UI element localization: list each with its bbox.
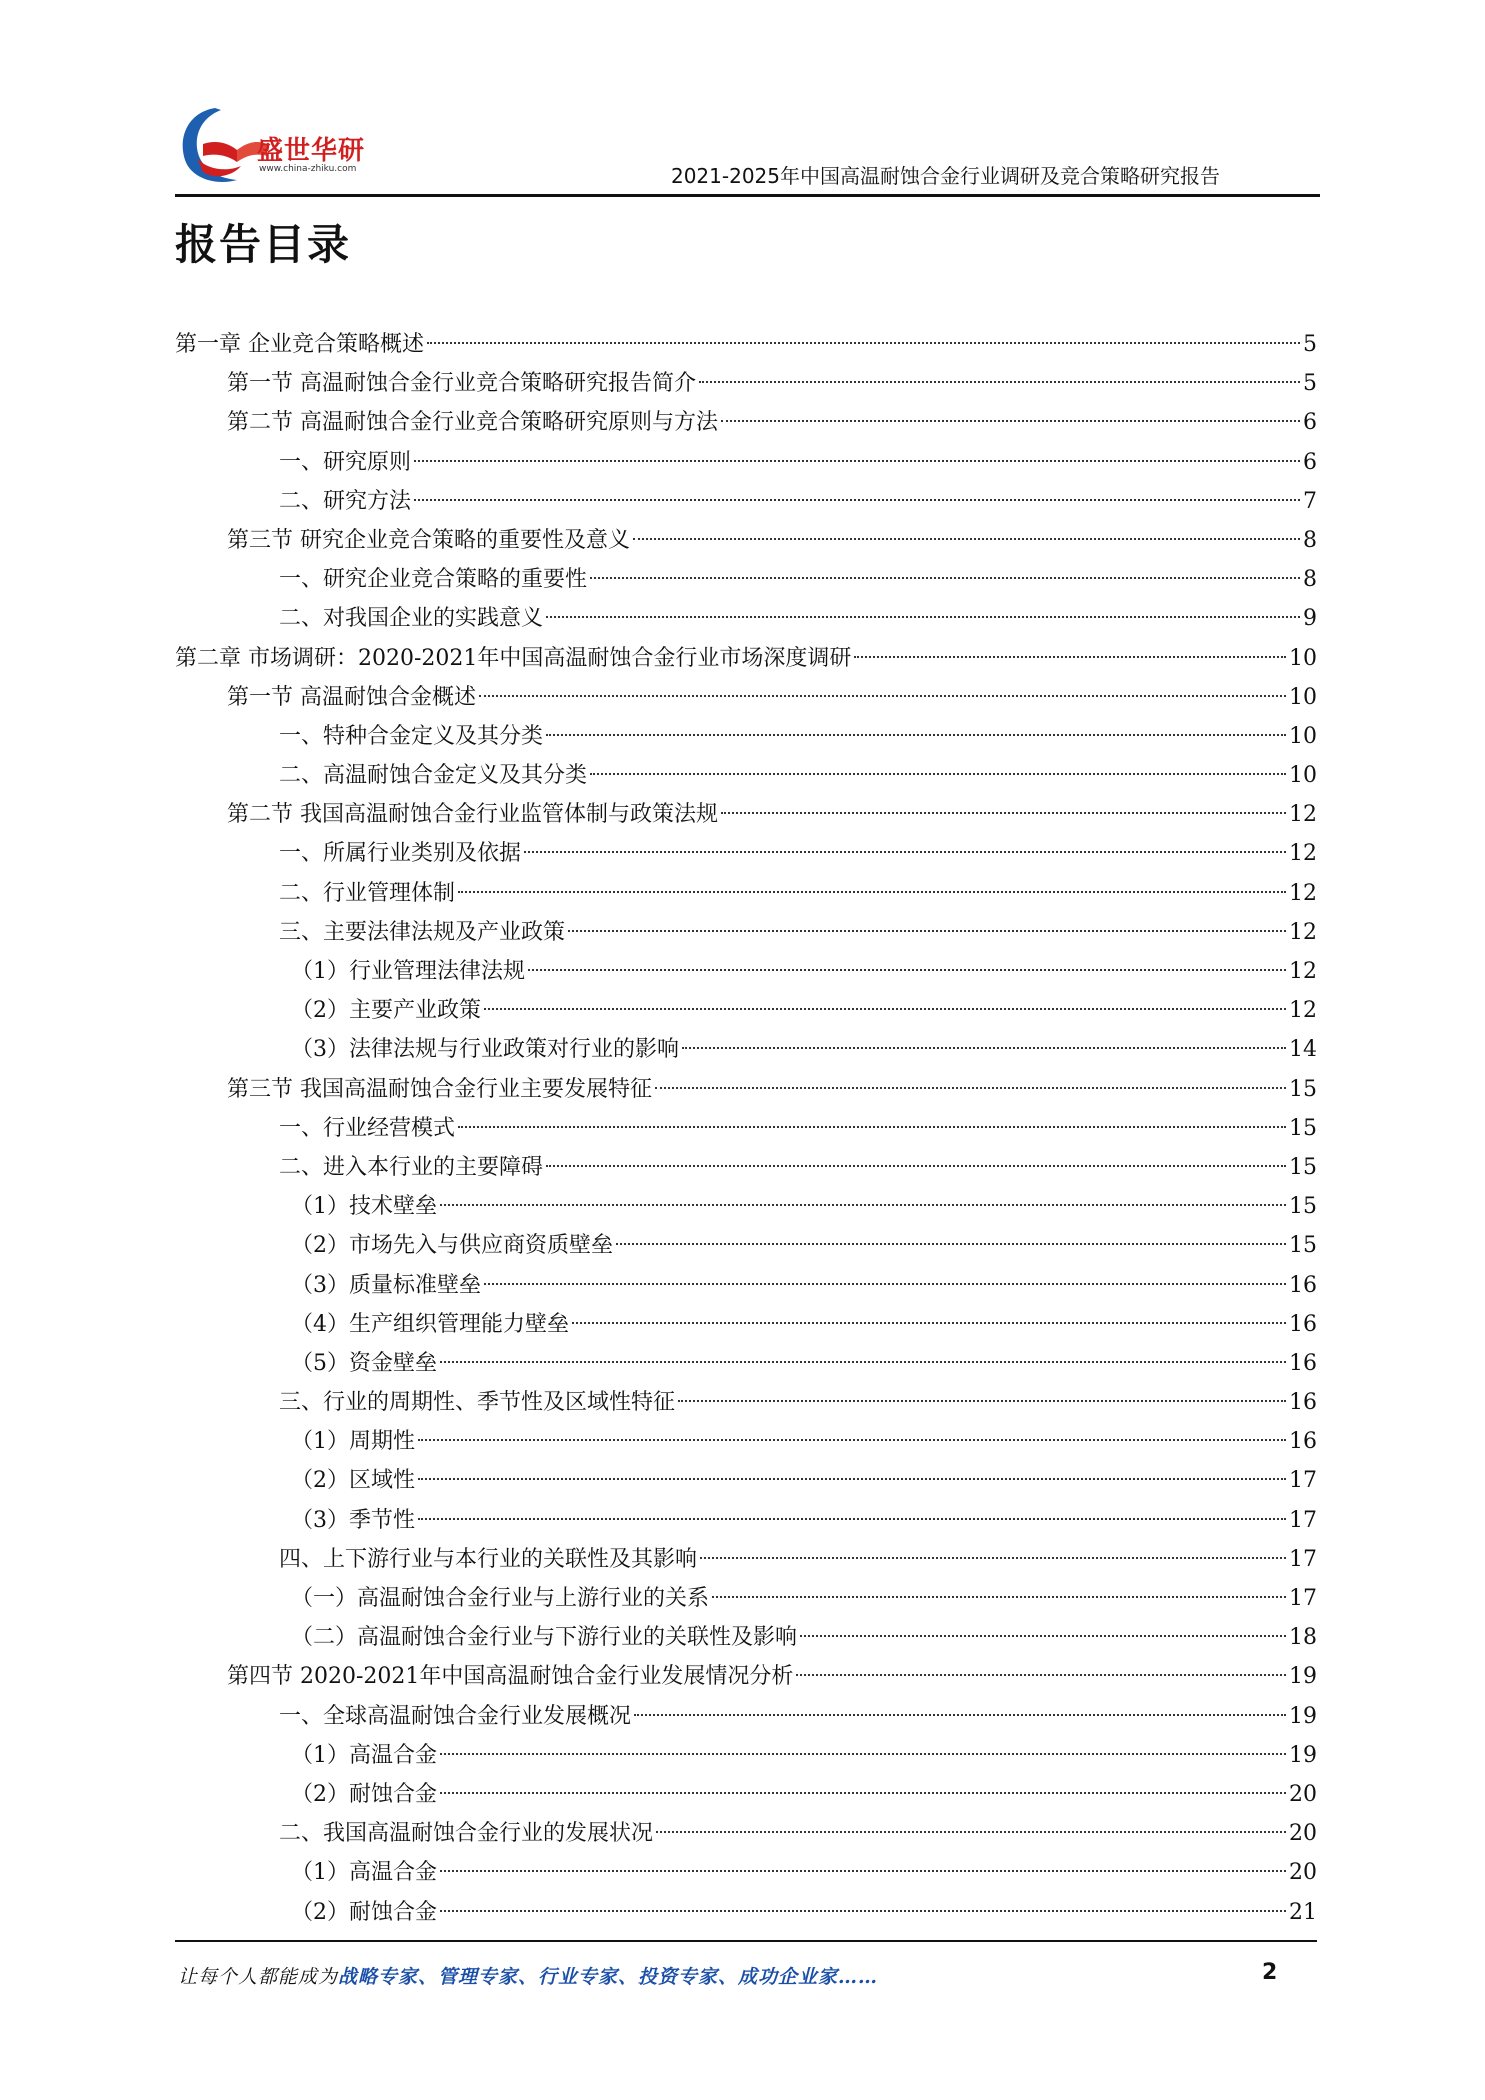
toc-entry-page: 20 <box>1289 1781 1317 1807</box>
toc-entry-title: （一）高温耐蚀合金行业与上游行业的关系 <box>291 1586 710 1611</box>
toc-leader-dots <box>721 812 1286 814</box>
toc-entry-page: 18 <box>1289 1625 1317 1651</box>
toc-entry[interactable] <box>175 1736 1317 1775</box>
toc-leader-dots <box>616 1243 1286 1245</box>
header-title: 2021-2025年中国高温耐蚀合金行业调研及竞合策略研究报告 <box>670 164 1220 188</box>
toc-entry-title: （1）技术壁垒 <box>291 1194 437 1220</box>
toc-entry-title: （2）耐蚀合金 <box>291 1899 437 1925</box>
toc-leader-dots <box>427 342 1300 344</box>
toc-leader-dots <box>418 1439 1286 1441</box>
toc-entry-title: （2）主要产业政策 <box>291 998 481 1024</box>
toc-leader-dots <box>440 1753 1286 1755</box>
toc-entry-title: 第四节 2020-2021年中国高温耐蚀合金行业发展情况分析 <box>227 1664 794 1690</box>
toc-entry[interactable] <box>175 834 1317 873</box>
toc-entry-title: 一、全球高温耐蚀合金行业发展概况 <box>279 1703 632 1729</box>
toc-entry-title: 三、行业的周期性、季节性及区域性特征 <box>279 1390 676 1416</box>
toc-entry-title: 第一节 高温耐蚀合金行业竞合策略研究报告简介 <box>227 371 696 397</box>
toc-entry-title: 一、所属行业类别及依据 <box>279 841 522 867</box>
toc-entry-title: （二）高温耐蚀合金行业与下游行业的关联性及影响 <box>291 1625 798 1651</box>
toc-leader-dots <box>634 1714 1286 1716</box>
toc-entry-title: （3）质量标准壁垒 <box>291 1272 481 1298</box>
page-header <box>175 100 1320 200</box>
toc-entry-page: 12 <box>1289 959 1317 984</box>
toc-entry-page: 14 <box>1289 1037 1317 1063</box>
toc-entry[interactable] <box>175 1383 1317 1422</box>
toc-leader-dots <box>712 1596 1286 1598</box>
toc-leader-dots <box>440 1870 1286 1872</box>
toc-entry[interactable] <box>175 1226 1317 1265</box>
toc-leader-dots <box>546 616 1300 618</box>
toc-entry-title: 二、研究方法 <box>279 488 412 514</box>
toc-entry[interactable] <box>175 1775 1317 1814</box>
toc-entry-page: 17 <box>1289 1507 1317 1533</box>
toc-leader-dots <box>484 1283 1286 1285</box>
toc-entry-title: 一、行业经营模式 <box>279 1115 456 1141</box>
toc-leader-dots <box>590 773 1286 775</box>
toc-entry-page: 17 <box>1289 1468 1317 1494</box>
toc-entry-title: 二、我国高温耐蚀合金行业的发展状况 <box>279 1821 654 1847</box>
toc-leader-dots <box>418 1478 1286 1480</box>
toc-entry[interactable] <box>175 874 1317 913</box>
toc-entry[interactable] <box>175 1461 1317 1500</box>
toc-entry[interactable] <box>175 1422 1317 1461</box>
toc-entry-page: 15 <box>1289 1076 1317 1102</box>
toc-entry-page: 7 <box>1303 488 1317 514</box>
toc-leader-dots <box>440 1204 1286 1206</box>
toc-entry-title: 一、特种合金定义及其分类 <box>279 723 544 749</box>
toc-entry-page: 15 <box>1289 1194 1317 1220</box>
toc-leader-dots <box>700 1557 1286 1559</box>
toc-entry[interactable] <box>175 1853 1317 1892</box>
toc-entry-title: （2）区域性 <box>291 1468 415 1494</box>
toc-leader-dots <box>590 577 1300 579</box>
toc-entry-title: （4）生产组织管理能力壁垒 <box>291 1311 569 1337</box>
toc-entry-page: 6 <box>1303 449 1317 475</box>
toc-entry[interactable] <box>175 991 1317 1030</box>
toc-entry-page: 12 <box>1289 919 1317 945</box>
toc-leader-dots <box>682 1047 1286 1049</box>
toc-entry-page: 9 <box>1303 606 1317 632</box>
toc-entry-title: （1）周期性 <box>291 1429 415 1455</box>
toc-entry-page: 19 <box>1289 1742 1317 1768</box>
page-number: 2 <box>1262 1960 1278 1985</box>
toc-leader-dots <box>458 891 1286 893</box>
toc-entry-page: 20 <box>1289 1821 1317 1847</box>
toc-leader-dots <box>524 851 1286 853</box>
toc-entry[interactable] <box>175 1579 1317 1618</box>
toc-leader-dots <box>800 1635 1286 1637</box>
toc-leader-dots <box>414 460 1300 462</box>
toc-leader-dots <box>484 1008 1286 1010</box>
toc-leader-dots <box>854 656 1286 658</box>
toc-leader-dots <box>440 1910 1286 1912</box>
toc-leader-dots <box>418 1518 1286 1520</box>
toc-entry-page: 16 <box>1289 1311 1317 1337</box>
toc-entry[interactable] <box>175 1697 1317 1736</box>
toc-leader-dots <box>546 734 1286 736</box>
toc-entry[interactable] <box>175 1657 1317 1696</box>
logo-url: www.china-zhiku.com <box>259 164 357 174</box>
toc-entry[interactable] <box>175 364 1317 403</box>
toc-entry[interactable] <box>175 1814 1317 1853</box>
toc-entry-page: 8 <box>1303 527 1317 553</box>
toc-leader-dots <box>656 1831 1286 1833</box>
toc-entry-page: 19 <box>1289 1664 1317 1690</box>
toc-entry[interactable] <box>175 1187 1317 1226</box>
toc-entry-page: 10 <box>1289 684 1317 710</box>
toc-entry-page: 19 <box>1289 1703 1317 1729</box>
toc-entry-title: （5）资金壁垒 <box>291 1350 437 1376</box>
toc-entry-title: （2）市场先入与供应商资质壁垒 <box>291 1233 613 1259</box>
toc-entry[interactable] <box>175 756 1317 795</box>
toc-entry-title: 第一节 高温耐蚀合金概述 <box>227 684 476 710</box>
toc-entry[interactable] <box>175 599 1317 638</box>
toc-leader-dots <box>528 969 1286 971</box>
toc-entry[interactable] <box>175 560 1317 599</box>
toc-entry-title: （3）季节性 <box>291 1507 415 1533</box>
toc-entry-page: 12 <box>1289 802 1317 828</box>
toc-entry-page: 17 <box>1289 1546 1317 1572</box>
toc-leader-dots <box>572 1322 1286 1324</box>
toc-entry-title: 二、对我国企业的实践意义 <box>279 606 544 632</box>
toc-entry-title: 第二节 高温耐蚀合金行业竞合策略研究原则与方法 <box>227 410 718 436</box>
toc-entry-page: 12 <box>1289 998 1317 1024</box>
toc-entry[interactable] <box>175 1618 1317 1657</box>
footer-divider <box>175 1940 1317 1942</box>
toc-entry[interactable] <box>175 1344 1317 1383</box>
toc-entry-page: 12 <box>1289 880 1317 906</box>
toc-entry[interactable] <box>175 1148 1317 1187</box>
toc-entry-page: 15 <box>1289 1115 1317 1141</box>
toc-entry-title: 第三节 研究企业竞合策略的重要性及意义 <box>227 527 630 553</box>
toc-entry-title: （3）法律法规与行业政策对行业的影响 <box>291 1037 679 1063</box>
toc-entry[interactable] <box>175 1109 1317 1148</box>
toc-entry-page: 10 <box>1289 763 1317 789</box>
toc-entry-page: 16 <box>1289 1350 1317 1376</box>
toc-leader-dots <box>440 1792 1286 1794</box>
toc-entry-title: （2）耐蚀合金 <box>291 1781 437 1807</box>
toc-entry[interactable] <box>175 639 1317 678</box>
toc-leader-dots <box>796 1674 1286 1676</box>
footer-slogan-prefix: 让每个人都能成为 <box>178 1966 339 1988</box>
toc-leader-dots <box>458 1126 1286 1128</box>
toc-entry-title: （1）高温合金 <box>291 1742 437 1768</box>
toc-entry[interactable] <box>175 1030 1317 1069</box>
toc-entry-title: 三、主要法律法规及产业政策 <box>279 919 566 945</box>
toc-entry-title: 二、高温耐蚀合金定义及其分类 <box>279 763 588 789</box>
toc-leader-dots <box>721 420 1300 422</box>
toc-entry-page: 16 <box>1289 1390 1317 1416</box>
toc-entry-title: （1）高温合金 <box>291 1860 437 1886</box>
toc-entry-title: 一、研究企业竞合策略的重要性 <box>279 567 588 593</box>
toc-entry[interactable] <box>175 717 1317 756</box>
toc-entry-page: 17 <box>1289 1586 1317 1611</box>
toc-leader-dots <box>479 695 1286 697</box>
toc-entry-title: （1）行业管理法律法规 <box>291 959 525 984</box>
toc-entry-page: 21 <box>1289 1899 1317 1925</box>
toc-entry[interactable] <box>175 482 1317 521</box>
toc-entry[interactable] <box>175 913 1317 952</box>
toc-entry[interactable] <box>175 1070 1317 1109</box>
page-title: 报告目录 <box>175 220 352 269</box>
toc-leader-dots <box>568 930 1286 932</box>
toc-leader-dots <box>678 1400 1286 1402</box>
header-divider <box>175 194 1320 197</box>
toc-leader-dots <box>699 381 1300 383</box>
toc-entry-page: 12 <box>1289 841 1317 867</box>
toc-entry[interactable] <box>175 443 1317 482</box>
toc-entry-page: 5 <box>1303 332 1317 357</box>
toc-leader-dots <box>546 1165 1286 1167</box>
toc-entry-title: 二、进入本行业的主要障碍 <box>279 1154 544 1180</box>
toc-entry-title: 第三节 我国高温耐蚀合金行业主要发展特征 <box>227 1076 652 1102</box>
toc-entry-page: 10 <box>1289 723 1317 749</box>
toc-entry-title: 一、研究原则 <box>279 449 412 475</box>
toc-entry[interactable] <box>175 678 1317 717</box>
toc-entry-title: 二、行业管理体制 <box>279 880 456 906</box>
toc-entry[interactable] <box>175 403 1317 442</box>
toc-entry-page: 10 <box>1289 645 1317 671</box>
toc-entry[interactable] <box>175 521 1317 560</box>
toc-entry-page: 15 <box>1289 1233 1317 1259</box>
toc-entry[interactable] <box>175 795 1317 834</box>
toc-entry-page: 16 <box>1289 1429 1317 1455</box>
logo-text: 盛世华研 <box>257 136 366 166</box>
footer-slogan <box>178 1962 878 1989</box>
toc-entry-title: 四、上下游行业与本行业的关联性及其影响 <box>279 1546 698 1572</box>
toc-entry-page: 15 <box>1289 1154 1317 1180</box>
toc-entry[interactable] <box>175 1540 1317 1579</box>
toc-entry[interactable] <box>175 1305 1317 1344</box>
toc-leader-dots <box>440 1361 1286 1363</box>
toc-leader-dots <box>655 1087 1286 1089</box>
toc-entry[interactable] <box>175 1893 1317 1932</box>
toc-entry-page: 16 <box>1289 1272 1317 1298</box>
toc-entry-page: 8 <box>1303 567 1317 593</box>
toc-entry-title: 第二章 市场调研：2020-2021年中国高温耐蚀合金行业市场深度调研 <box>175 645 852 671</box>
toc-entry-page: 6 <box>1303 410 1317 436</box>
toc-entry[interactable] <box>175 952 1317 991</box>
toc-entry-title: 第一章 企业竞合策略概述 <box>175 332 424 357</box>
toc-entry-page: 5 <box>1303 371 1317 397</box>
footer-slogan-highlight: 战略专家、管理专家、行业专家、投资专家、成功企业家…… <box>338 1966 879 1988</box>
toc-entry[interactable] <box>175 1266 1317 1305</box>
table-of-contents <box>175 325 1317 1932</box>
toc-entry[interactable] <box>175 325 1317 364</box>
toc-entry[interactable] <box>175 1501 1317 1540</box>
toc-leader-dots <box>414 499 1300 501</box>
toc-entry-page: 20 <box>1289 1860 1317 1886</box>
toc-leader-dots <box>633 538 1300 540</box>
toc-entry-title: 第二节 我国高温耐蚀合金行业监管体制与政策法规 <box>227 802 718 828</box>
